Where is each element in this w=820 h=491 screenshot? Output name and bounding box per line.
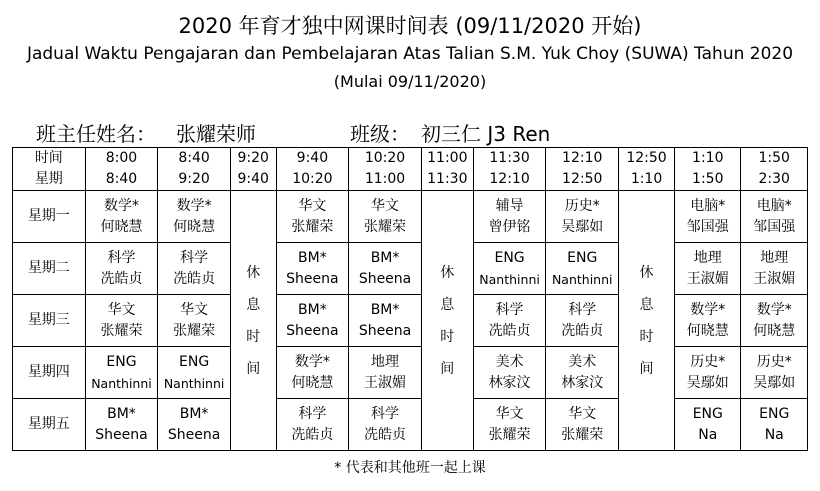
time-slot-header — [546, 148, 619, 191]
time-slot-end: 12:50 — [562, 171, 603, 187]
lesson-cell — [276, 295, 349, 347]
lesson-teacher: 吴鄢如 — [753, 374, 796, 391]
time-slot-start: 11:30 — [489, 150, 530, 166]
lesson-teacher: Nanthinni — [479, 271, 540, 287]
lesson-cell — [546, 347, 619, 399]
lesson-teacher: 王淑媚 — [753, 270, 796, 287]
lesson-subject: ENG — [759, 405, 790, 422]
lesson-cell — [546, 243, 619, 295]
lesson-teacher: Na — [698, 426, 718, 443]
lesson-cell — [158, 347, 231, 399]
time-slot-header — [675, 148, 741, 191]
break-label-char: 休 — [639, 264, 654, 281]
lesson-cell — [741, 399, 808, 451]
time-slot-start: 11:00 — [427, 150, 468, 166]
lesson-subject: 地理 — [371, 353, 400, 370]
lesson-teacher: 张耀荣 — [488, 426, 531, 443]
lesson-subject: BM* — [179, 405, 209, 422]
lesson-teacher: 邹国强 — [686, 218, 729, 235]
lesson-subject: BM* — [298, 249, 327, 266]
lesson-subject: 华文 — [107, 301, 136, 318]
lesson-cell — [349, 191, 422, 243]
time-slot-header — [619, 148, 675, 191]
time-slot-header — [276, 148, 349, 191]
lesson-subject: 科学 — [495, 301, 524, 318]
break-cell-morning — [230, 191, 276, 451]
lesson-cell — [349, 295, 422, 347]
lesson-cell — [158, 191, 231, 243]
lesson-teacher: 冼皓贞 — [488, 322, 531, 339]
lesson-subject: 华文 — [495, 405, 524, 422]
lesson-subject: 地理 — [693, 249, 722, 266]
lesson-cell — [473, 295, 546, 347]
lesson-subject: 历史* — [690, 353, 726, 370]
lesson-cell — [546, 399, 619, 451]
timetable-row — [13, 243, 808, 295]
lesson-teacher: 张耀荣 — [291, 218, 334, 235]
lesson-teacher: Nanthinni — [163, 375, 225, 391]
time-slot-end: 1:10 — [630, 171, 663, 187]
lesson-cell — [741, 295, 808, 347]
lesson-cell — [546, 295, 619, 347]
timetable-row — [13, 191, 808, 243]
lesson-teacher: Sheena — [95, 426, 148, 443]
lesson-cell — [85, 399, 158, 451]
time-slot-end: 12:10 — [489, 171, 530, 187]
time-slot-header — [421, 148, 473, 191]
lesson-cell — [276, 191, 349, 243]
lesson-subject: 辅导 — [495, 197, 524, 214]
lesson-teacher: 张耀荣 — [100, 322, 143, 339]
lesson-teacher: Na — [764, 426, 784, 443]
day-label: 星期五 — [13, 399, 86, 451]
lesson-cell — [741, 243, 808, 295]
lesson-teacher: 林家汶 — [488, 374, 531, 391]
time-slot-start: 10:20 — [364, 150, 406, 166]
lesson-teacher: 冼皓贞 — [364, 426, 407, 443]
timetable — [12, 147, 808, 451]
lesson-teacher: 吴鄢如 — [561, 218, 604, 235]
break-label-char: 休 — [440, 264, 455, 281]
lesson-subject: 电脑* — [756, 197, 792, 214]
lesson-subject: 华文 — [371, 197, 400, 214]
day-label: 星期二 — [13, 243, 86, 295]
lesson-teacher: 冼皓贞 — [100, 270, 143, 287]
lesson-subject: 科学 — [371, 405, 400, 422]
lesson-cell — [675, 191, 741, 243]
time-slot-header — [741, 148, 808, 191]
break-label-char: 息 — [639, 296, 654, 313]
break-label-char: 息 — [246, 296, 261, 313]
lesson-subject: 数学* — [176, 197, 212, 214]
lesson-cell — [675, 399, 741, 451]
lesson-cell — [85, 243, 158, 295]
lesson-subject: 科学 — [298, 405, 327, 422]
break-label-char: 时 — [246, 328, 261, 345]
corner-cell — [13, 148, 86, 191]
teacher-name: 张耀荣师 — [176, 122, 256, 146]
timetable-header-row — [13, 148, 808, 191]
lesson-subject: BM* — [298, 301, 327, 318]
lesson-cell — [85, 347, 158, 399]
lesson-cell — [546, 191, 619, 243]
time-slot-start: 1:50 — [758, 150, 790, 166]
lesson-teacher: 何晓慧 — [753, 322, 796, 339]
lesson-subject: 科学 — [568, 301, 597, 318]
time-slot-start: 9:20 — [237, 150, 269, 166]
page-subtitle-date: (Mulai 09/11/2020) — [333, 72, 487, 91]
lesson-subject: BM* — [107, 405, 136, 422]
lesson-teacher: 何晓慧 — [686, 322, 729, 339]
lesson-cell — [675, 295, 741, 347]
time-slot-end: 11:30 — [427, 171, 468, 187]
lesson-subject: 华文 — [298, 197, 327, 214]
timetable-row — [13, 295, 808, 347]
lesson-cell — [85, 295, 158, 347]
time-slot-header — [230, 148, 276, 191]
lesson-subject: 科学 — [180, 249, 209, 266]
lesson-subject: 地理 — [760, 249, 789, 266]
class-label: 班级： — [350, 122, 410, 146]
lesson-teacher: 王淑媚 — [364, 374, 407, 391]
lesson-teacher: 张耀荣 — [173, 322, 216, 339]
lesson-cell — [276, 347, 349, 399]
break-label-char: 间 — [440, 360, 455, 377]
class-name: 初三仁 J3 Ren — [421, 122, 551, 146]
lesson-subject: ENG — [179, 353, 210, 370]
time-slot-end: 2:30 — [758, 171, 790, 187]
break-cell-midday — [421, 191, 473, 451]
break-label-char: 间 — [639, 360, 654, 377]
lesson-cell — [473, 399, 546, 451]
day-label: 星期一 — [13, 191, 86, 243]
lesson-subject: 数学* — [756, 301, 792, 318]
lesson-subject: BM* — [370, 249, 400, 266]
break-label-char: 休 — [246, 264, 261, 281]
lesson-subject: 历史* — [756, 353, 792, 370]
day-label: 星期三 — [13, 295, 86, 347]
lesson-teacher: Sheena — [286, 270, 339, 287]
lesson-cell — [276, 399, 349, 451]
lesson-teacher: Sheena — [358, 322, 412, 339]
lesson-subject: 数学* — [294, 353, 330, 370]
lesson-cell — [276, 243, 349, 295]
time-slot-start: 8:40 — [178, 150, 210, 166]
time-slot-start: 12:50 — [626, 150, 667, 166]
lesson-subject: ENG — [692, 405, 723, 422]
lesson-cell — [741, 347, 808, 399]
time-slot-header — [473, 148, 546, 191]
lesson-cell — [473, 347, 546, 399]
lesson-subject: ENG — [494, 249, 525, 266]
lesson-teacher: 王淑媚 — [686, 270, 729, 287]
lesson-cell — [349, 399, 422, 451]
lesson-cell — [675, 243, 741, 295]
time-slot-header — [85, 148, 158, 191]
lesson-teacher: 何晓慧 — [291, 374, 334, 391]
lesson-cell — [741, 191, 808, 243]
break-label-char: 息 — [440, 296, 455, 313]
lesson-subject: BM* — [370, 301, 400, 318]
lesson-subject: 美术 — [495, 353, 524, 370]
lesson-cell — [675, 347, 741, 399]
break-cell-lunch — [619, 191, 675, 451]
time-slot-start: 12:10 — [562, 150, 603, 166]
lesson-teacher: 冼皓贞 — [173, 270, 216, 287]
lesson-teacher: 曾伊铭 — [488, 218, 531, 235]
lesson-subject: 数学* — [103, 197, 139, 214]
lesson-subject: ENG — [106, 353, 137, 370]
time-slot-header — [158, 148, 231, 191]
page-subtitle: Jadual Waktu Pengajaran dan Pembelajaran Atas Talian S.M. Yuk Choy (SUWA) Tahun 2020 — [26, 44, 794, 64]
lesson-teacher: Nanthinni — [551, 271, 613, 287]
lesson-teacher: Sheena — [167, 426, 221, 443]
time-slot-end: 11:00 — [364, 171, 406, 187]
lesson-cell — [473, 243, 546, 295]
lesson-teacher: 邹国强 — [753, 218, 796, 235]
time-slot-start: 9:40 — [296, 150, 329, 166]
lesson-subject: 数学* — [690, 301, 726, 318]
lesson-teacher: Sheena — [286, 322, 339, 339]
corner-time-label: 时间 — [34, 150, 63, 166]
break-label-char: 间 — [246, 360, 261, 377]
time-slot-end: 10:20 — [292, 171, 333, 187]
lesson-cell — [158, 399, 231, 451]
lesson-subject: 华文 — [180, 301, 209, 318]
time-slot-start: 1:10 — [692, 150, 724, 166]
lesson-cell — [158, 295, 231, 347]
lesson-teacher: 张耀荣 — [364, 218, 407, 235]
lesson-subject: 华文 — [568, 405, 597, 422]
lesson-subject: 科学 — [107, 249, 136, 266]
time-slot-start: 8:00 — [105, 150, 138, 166]
footnote: * 代表和其他班一起上课 — [334, 460, 486, 476]
lesson-cell — [349, 347, 422, 399]
time-slot-end: 9:20 — [178, 171, 210, 187]
time-slot-end: 1:50 — [692, 171, 724, 187]
timetable-row — [13, 347, 808, 399]
lesson-teacher: 张耀荣 — [561, 426, 604, 443]
lesson-subject: 历史* — [564, 197, 600, 214]
lesson-teacher: 冼皓贞 — [291, 426, 334, 443]
lesson-teacher: Sheena — [358, 270, 412, 287]
lesson-cell — [158, 243, 231, 295]
lesson-teacher: 何晓慧 — [173, 218, 216, 235]
time-slot-end: 8:40 — [105, 171, 138, 187]
day-label: 星期四 — [13, 347, 86, 399]
lesson-subject: 电脑* — [690, 197, 726, 214]
lesson-cell — [473, 191, 546, 243]
lesson-teacher: Nanthinni — [91, 375, 152, 391]
lesson-cell — [349, 243, 422, 295]
timetable-row — [13, 399, 808, 451]
break-label-char: 时 — [440, 328, 455, 345]
time-slot-end: 9:40 — [237, 171, 269, 187]
break-label-char: 时 — [639, 328, 654, 345]
lesson-teacher: 冼皓贞 — [561, 322, 604, 339]
lesson-teacher: 林家汶 — [561, 374, 604, 391]
lesson-subject: ENG — [567, 249, 598, 266]
page-title: 2020 年育才独中网课时间表 (09/11/2020 开始) — [178, 14, 642, 38]
lesson-cell — [85, 191, 158, 243]
lesson-teacher: 何晓慧 — [100, 218, 143, 235]
time-slot-header — [349, 148, 422, 191]
teacher-label: 班主任姓名： — [36, 122, 156, 146]
corner-day-label: 星期 — [34, 171, 63, 187]
lesson-subject: 美术 — [568, 353, 597, 370]
lesson-teacher: 吴鄢如 — [686, 374, 729, 391]
